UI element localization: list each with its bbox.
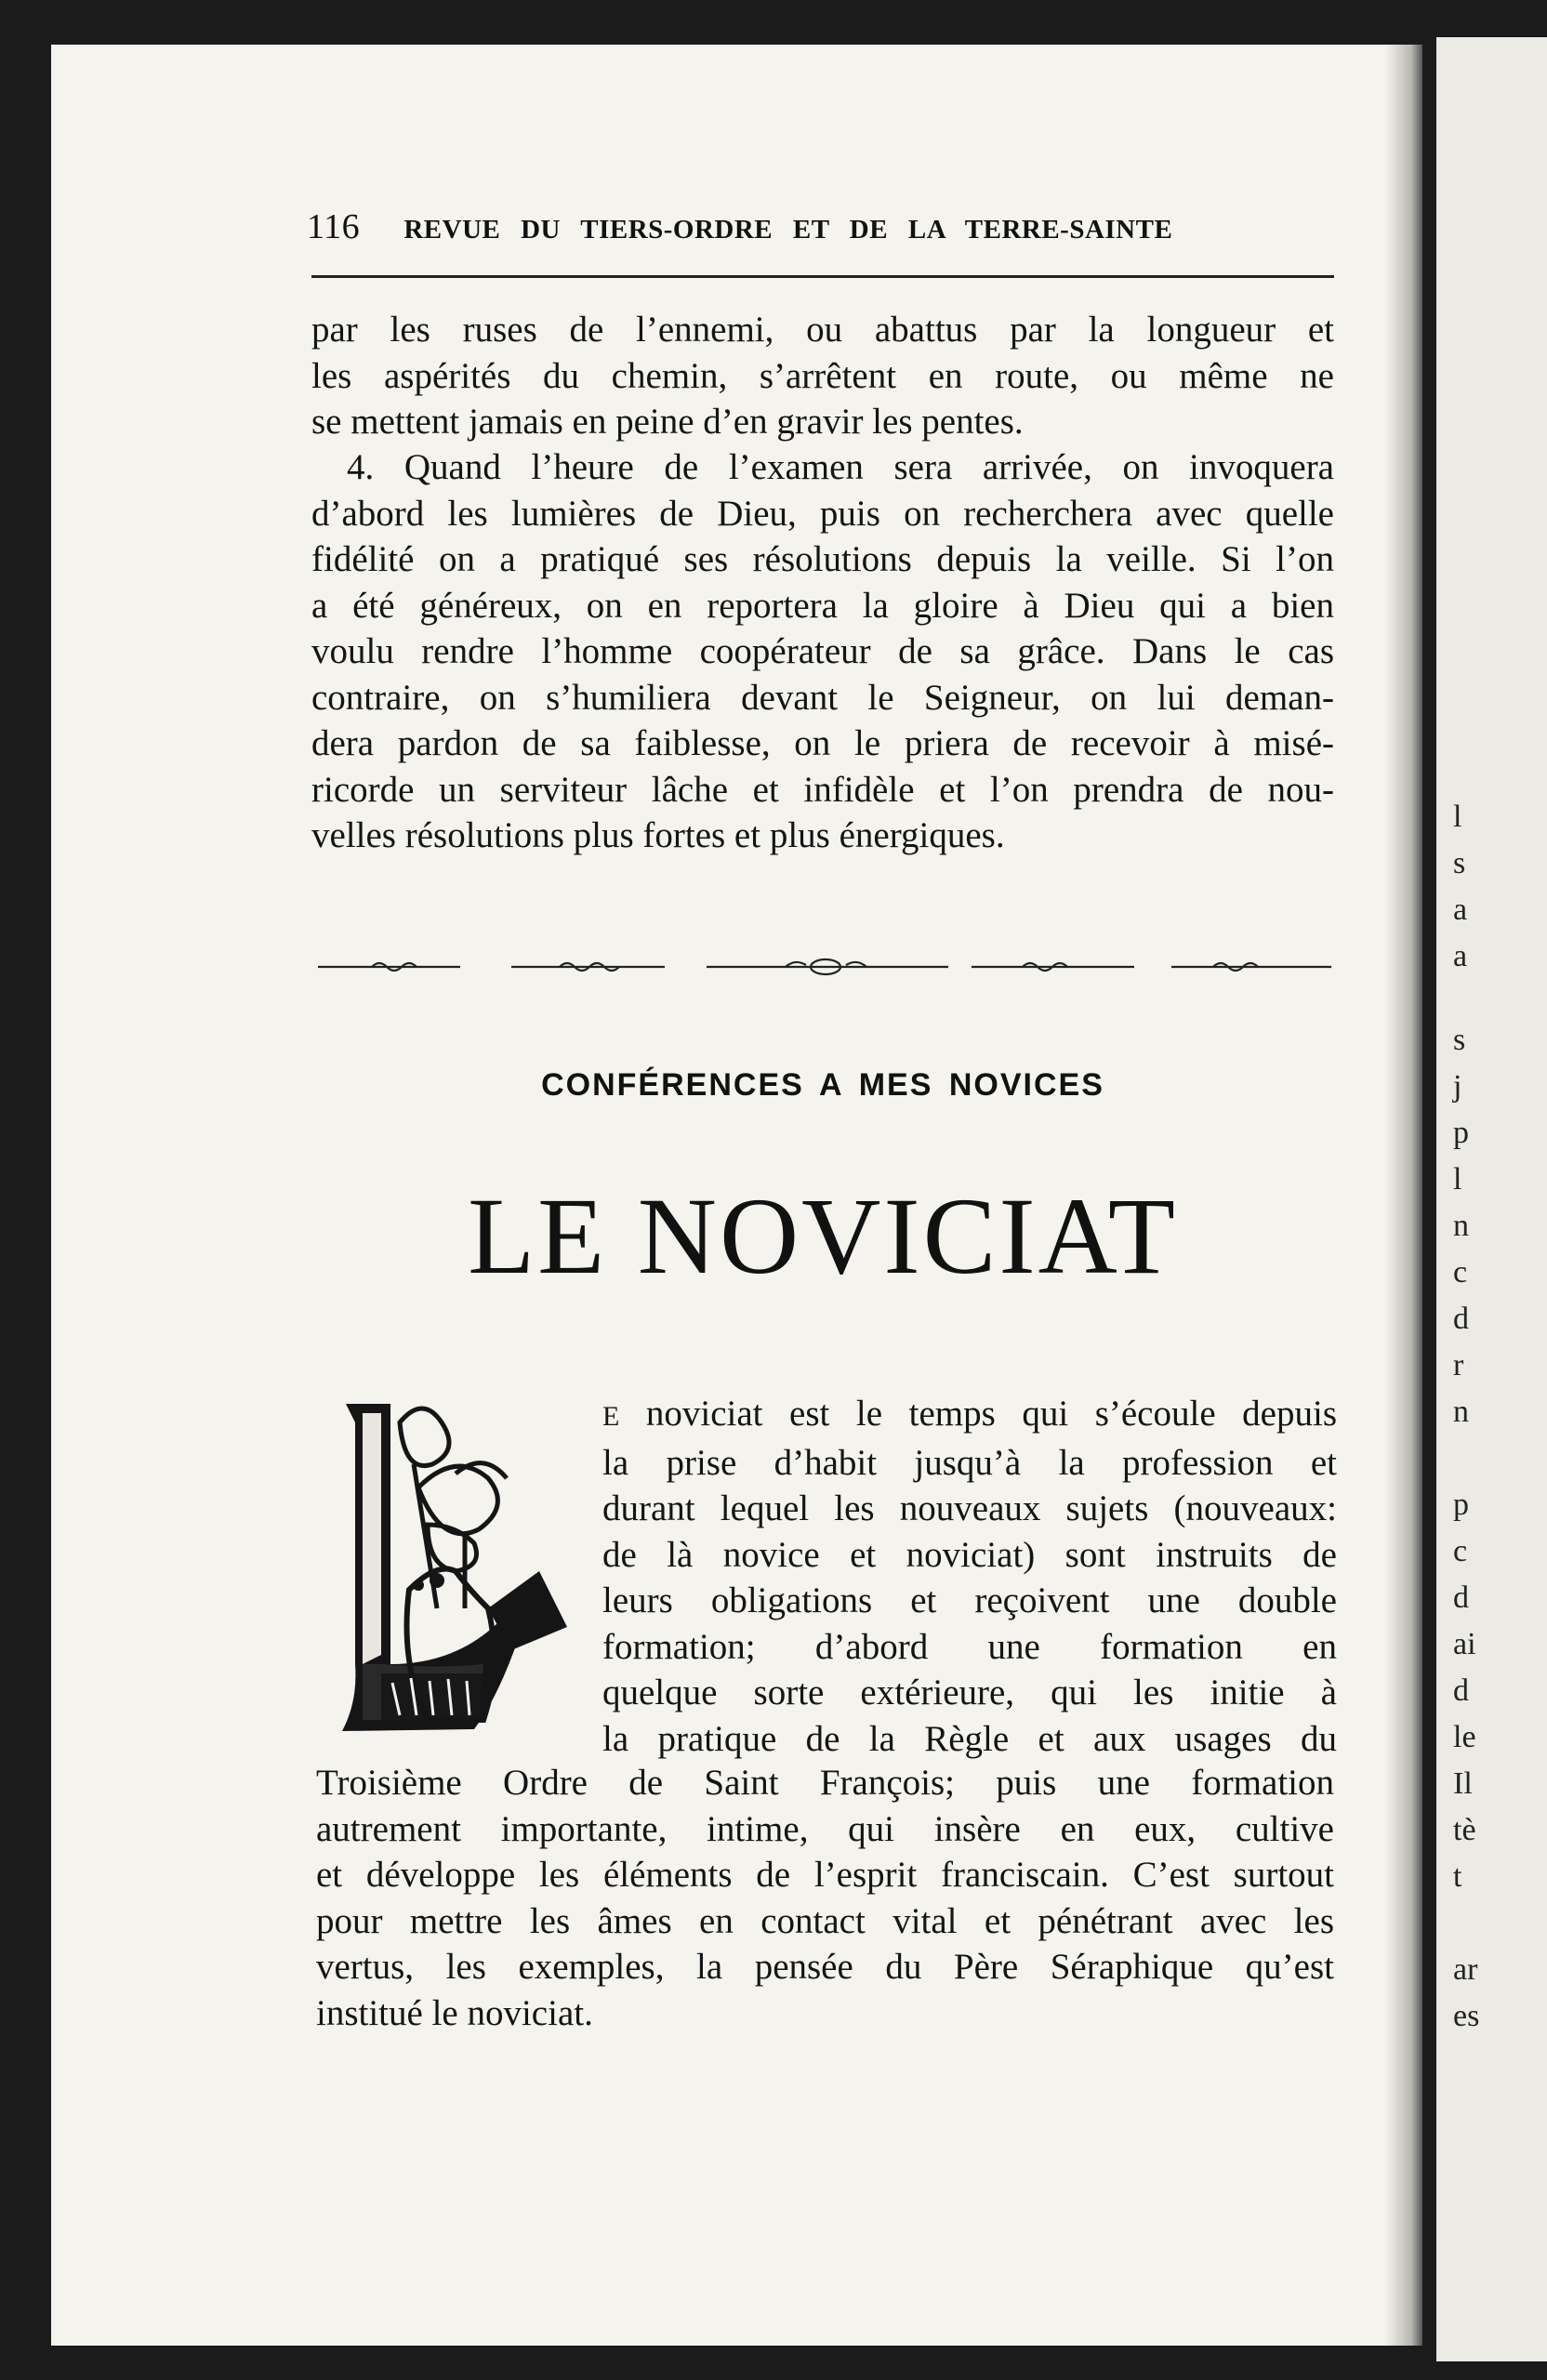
section-kicker: CONFÉRENCES A MES NOVICES bbox=[541, 1067, 1104, 1103]
text-line: contraire, on s’humiliera devant le Seigneur, on lui deman- bbox=[311, 677, 1334, 718]
text-line: institué le noviciat. bbox=[316, 1992, 593, 2033]
text-line: quelque sorte extérieure, qui les initie à bbox=[602, 1673, 1337, 1712]
decorated-dropcap-letter-l bbox=[325, 1385, 586, 1748]
text-line: dera pardon de sa faiblesse, on le priera de recevoir à misé- bbox=[311, 723, 1334, 763]
text-line: voulu rendre l’homme coopérateur de sa grâce. Dans le cas bbox=[311, 631, 1334, 671]
running-title: REVUE DU TIERS-ORDRE ET DE LA TERRE-SAINTE bbox=[403, 215, 1173, 245]
text-line: autrement importante, intime, qui insère en eux, cultive bbox=[316, 1808, 1334, 1849]
facing-page-fragment: ai bbox=[1453, 1627, 1476, 1661]
text-line: a été généreux, on en reportera la gloire à Dieu qui a bien bbox=[311, 585, 1334, 626]
facing-page-fragment: s bbox=[1453, 1023, 1466, 1057]
text-line: pour mettre les âmes en contact vital et pénétrant avec les bbox=[316, 1900, 1334, 1941]
text-line: velles résolutions plus fortes et plus énergiques. bbox=[311, 815, 1005, 855]
dropcap-continuation: E bbox=[602, 1401, 620, 1432]
text-line: formation; d’abord une formation en bbox=[602, 1626, 1337, 1667]
facing-page-fragment: es bbox=[1453, 1999, 1480, 2033]
ornamental-divider bbox=[316, 946, 1334, 984]
paragraph-continuation bbox=[311, 307, 1334, 445]
running-head bbox=[307, 206, 1329, 247]
facing-page-fragment: l bbox=[1453, 800, 1462, 834]
header-rule bbox=[311, 275, 1334, 278]
article-body-continuation bbox=[316, 1760, 1334, 2036]
facing-page-fragment: s bbox=[1453, 846, 1466, 880]
text-line: Troisième Ordre de Saint François; puis une formation bbox=[316, 1763, 1334, 1803]
facing-page-fragment: n bbox=[1453, 1209, 1469, 1243]
facing-page-fragment: tè bbox=[1453, 1813, 1476, 1847]
text-line: la prise d’habit jusqu’à la profession et bbox=[602, 1442, 1337, 1483]
facing-page-fragment: t bbox=[1453, 1859, 1462, 1894]
text-line: et développe les éléments de l’esprit franciscain. C’est surtout bbox=[316, 1855, 1334, 1895]
facing-page-fragment: le bbox=[1453, 1720, 1476, 1754]
text-line: se mettent jamais en peine d’en gravir les pentes. bbox=[311, 402, 1024, 442]
page-number: 116 bbox=[307, 207, 361, 246]
facing-page-fragment: Il bbox=[1453, 1766, 1473, 1801]
text-line: 4. Quand l’heure de l’examen sera arrivée, on invoquera bbox=[347, 447, 1334, 487]
dropcap-wrapped-text bbox=[602, 1391, 1337, 1762]
facing-page-fragment: c bbox=[1453, 1255, 1468, 1289]
facing-page-fragment: j bbox=[1453, 1069, 1462, 1104]
spine-shadow bbox=[1385, 45, 1422, 2346]
facing-page-fragment: p bbox=[1453, 1488, 1469, 1522]
facing-page-fragment: d bbox=[1453, 1673, 1469, 1708]
paragraph-item-4 bbox=[311, 444, 1334, 859]
facing-page-fragment: l bbox=[1453, 1162, 1462, 1197]
facing-page-fragment: r bbox=[1453, 1348, 1464, 1382]
facing-page-fragment: a bbox=[1453, 892, 1468, 927]
facing-page-fragment: p bbox=[1453, 1116, 1469, 1150]
facing-page-fragment: c bbox=[1453, 1534, 1468, 1568]
facing-page-fragment: a bbox=[1453, 939, 1468, 973]
text-line: par les ruses de l’ennemi, ou abattus par la longueur et bbox=[311, 310, 1334, 350]
facing-page-fragment: d bbox=[1453, 1302, 1469, 1336]
text-line: vertus, les exemples, la pensée du Père Séraphique qu’est bbox=[316, 1947, 1334, 1987]
text-line: les aspérités du chemin, s’arrêtent en route, ou même ne bbox=[311, 355, 1334, 396]
facing-page-fragment: n bbox=[1453, 1395, 1469, 1429]
facing-page-fragment: ar bbox=[1453, 1952, 1478, 1987]
text-line: durant lequel les nouveaux sujets (nouveaux: bbox=[602, 1488, 1337, 1528]
text-line: de là novice et noviciat) sont instruits de bbox=[602, 1534, 1337, 1575]
text-line: E noviciat est le temps qui s’écoule depuis bbox=[602, 1394, 1337, 1434]
facing-page-edge bbox=[1436, 37, 1547, 2361]
text-line: d’abord les lumières de Dieu, puis on recherchera avec quelle bbox=[311, 493, 1334, 534]
text-line: leurs obligations et reçoivent une double bbox=[602, 1580, 1337, 1620]
text-line: ricorde un serviteur lâche et infidèle et l’on prendra de nou- bbox=[311, 769, 1334, 810]
facing-page-fragment: d bbox=[1453, 1580, 1469, 1615]
text-line: fidélité on a pratiqué ses résolutions depuis la veille. Si l’on bbox=[311, 539, 1334, 579]
text-line: la pratique de la Règle et aux usages du bbox=[602, 1718, 1337, 1759]
article-title: LE NOVICIAT bbox=[468, 1175, 1178, 1297]
